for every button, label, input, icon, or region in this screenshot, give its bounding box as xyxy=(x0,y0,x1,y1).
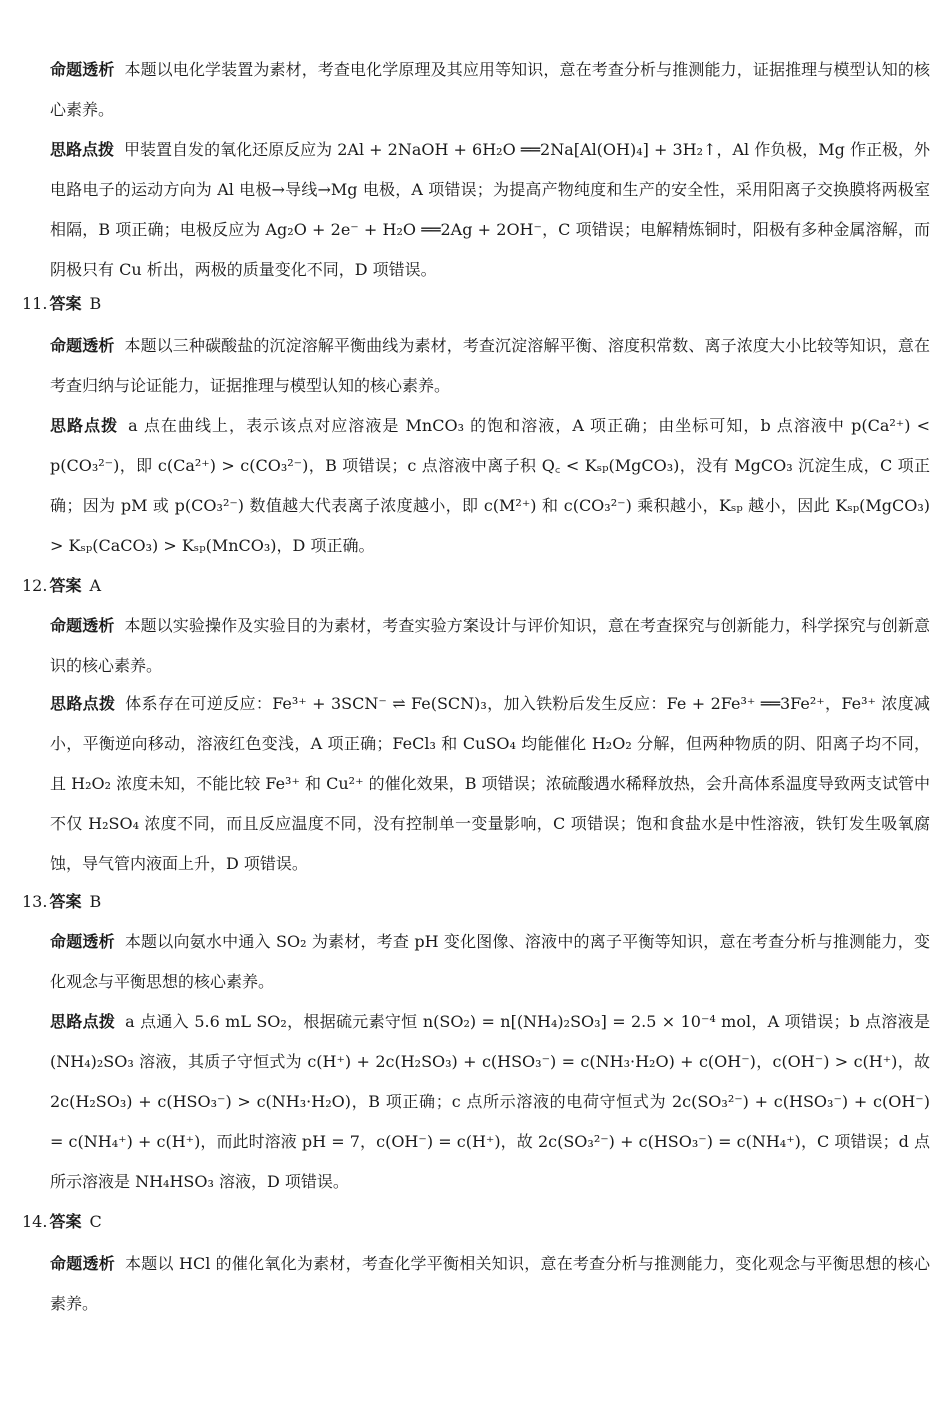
q10-hint-label: 思路点拨 xyxy=(50,140,115,159)
q14-analysis-label: 命题透析 xyxy=(50,1254,115,1273)
q13-analysis-label: 命题透析 xyxy=(50,932,115,951)
q12-answer: A xyxy=(89,576,102,595)
q11-analysis-label: 命题透析 xyxy=(50,336,115,355)
q11-hint-label: 思路点拨 xyxy=(50,416,119,435)
q14-number: 14. xyxy=(22,1212,48,1231)
q10-hint-text: 甲装置自发的氧化还原反应为 2Al + 2NaOH + 6H₂O ══2Na[Al(OH)₄] + 3H₂↑，Al 作负极，Mg 作正极，外电路电子的运动方向为 Al 电极→导线→Mg 电极，A 项错误；为提高产物纯度和生产的安全性，采用阳离子交换膜将两极室相隔，B 项正确；电极反应为 Ag₂O + 2e⁻ + H₂O ══2Ag + 2OH⁻，C 项错误；电解精炼铜时，阳极有多种金属溶解，而阴极只有 Cu 析出，两极的质量变化不同，D 项错误。 xyxy=(50,140,930,279)
q12-hint-label: 思路点拨 xyxy=(50,694,116,713)
q11-number: 11. xyxy=(22,294,48,313)
q12-answer-line xyxy=(22,566,101,606)
q13-answer-label: 答案 xyxy=(49,892,82,911)
q14-answer: C xyxy=(89,1212,102,1231)
q13-answer-line xyxy=(22,882,101,922)
q13-hint-label: 思路点拨 xyxy=(50,1012,116,1031)
q11-answer: B xyxy=(89,294,102,313)
q13-analysis-text: 本题以向氨水中通入 SO₂ 为素材，考查 pH 变化图像、溶液中的离子平衡等知识，意在考查分析与推测能力，变化观念与平衡思想的核心素养。 xyxy=(50,932,930,991)
q10-hint xyxy=(50,130,930,290)
q12-analysis-text: 本题以实验操作及实验目的为素材，考查实验方案设计与评价知识，意在考查探究与创新能力，科学探究与创新意识的核心素养。 xyxy=(50,616,930,675)
q11-analysis-text: 本题以三种碳酸盐的沉淀溶解平衡曲线为素材，考查沉淀溶解平衡、溶度积常数、离子浓度大小比较等知识，意在考查归纳与论证能力，证据推理与模型认知的核心素养。 xyxy=(50,336,930,395)
q13-answer: B xyxy=(89,892,102,911)
q14-answer-line xyxy=(22,1202,102,1242)
q13-hint-text: a 点通入 5.6 mL SO₂，根据硫元素守恒 n(SO₂) = n[(NH₄)₂SO₃] = 2.5 × 10⁻⁴ mol，A 项错误；b 点溶液是 (NH₄)₂SO₃ 溶液，其质子守恒式为 c(H⁺) + 2c(H₂SO₃) + c(HSO₃⁻) = c(NH₃·H₂O) + c(OH⁻)，c(OH⁻) > c(H⁺)，故 2c(H₂SO₃) + c(HSO₃⁻) > c(NH₃·H₂O)，B 项正确；c 点所示溶液的电荷守恒式为 2c(SO₃²⁻) + c(HSO₃⁻) + c(OH⁻) = c(NH₄⁺) + c(H⁺)，而此时溶液 pH = 7，c(OH⁻) = c(H⁺)，故 2c(SO₃²⁻) + c(HSO₃⁻) = c(NH₄⁺)，C 项错误；d 点所示溶液是 NH₄HSO₃ 溶液，D 项错误。 xyxy=(50,1012,930,1191)
q11-analysis xyxy=(50,326,930,406)
q10-analysis xyxy=(50,50,930,130)
q12-answer-label: 答案 xyxy=(49,576,82,595)
q13-analysis xyxy=(50,922,930,1002)
q12-hint xyxy=(50,684,930,884)
q11-hint-text: a 点在曲线上，表示该点对应溶液是 MnCO₃ 的饱和溶液，A 项正确；由坐标可知，b 点溶液中 p(Ca²⁺) < p(CO₃²⁻)，即 c(Ca²⁺) > c(CO₃²⁻)，B 项错误；c 点溶液中离子积 Q꜀ < Kₛₚ(MgCO₃)，没有 MgCO₃ 沉淀生成，C 项正确；因为 pM 或 p(CO₃²⁻) 数值越大代表离子浓度越小，即 c(M²⁺) 和 c(CO₃²⁻) 乘积越小，Kₛₚ 越小，因此 Kₛₚ(MgCO₃) > Kₛₚ(CaCO₃) > Kₛₚ(MnCO₃)，D 项正确。 xyxy=(50,416,930,555)
q14-answer-label: 答案 xyxy=(49,1212,82,1231)
q11-hint xyxy=(50,406,930,566)
q13-hint xyxy=(50,1002,930,1202)
q12-analysis xyxy=(50,606,930,686)
q11-answer-line xyxy=(22,284,101,324)
q10-analysis-text: 本题以电化学装置为素材，考查电化学原理及其应用等知识，意在考查分析与推测能力，证据推理与模型认知的核心素养。 xyxy=(50,60,930,119)
q14-analysis xyxy=(50,1244,930,1324)
q13-number: 13. xyxy=(22,892,48,911)
q14-analysis-text: 本题以 HCl 的催化氧化为素材，考查化学平衡相关知识，意在考查分析与推测能力，变化观念与平衡思想的核心素养。 xyxy=(50,1254,930,1313)
q12-number: 12. xyxy=(22,576,48,595)
q12-hint-text: 体系存在可逆反应：Fe³⁺ + 3SCN⁻ ⇌ Fe(SCN)₃，加入铁粉后发生反应：Fe + 2Fe³⁺ ══3Fe²⁺，Fe³⁺ 浓度减小，平衡逆向移动，溶液红色变浅，A 项正确；FeCl₃ 和 CuSO₄ 均能催化 H₂O₂ 分解，但两种物质的阴、阳离子均不同，且 H₂O₂ 浓度未知，不能比较 Fe³⁺ 和 Cu²⁺ 的催化效果，B 项错误；浓硫酸遇水稀释放热，会升高体系温度导致两支试管中不仅 H₂SO₄ 浓度不同，而且反应温度不同，没有控制单一变量影响，C 项错误；饱和食盐水是中性溶液，铁钉发生吸氧腐蚀，导气管内液面上升，D 项错误。 xyxy=(50,694,930,873)
q11-answer-label: 答案 xyxy=(49,294,82,313)
q12-analysis-label: 命题透析 xyxy=(50,616,115,635)
q10-analysis-label: 命题透析 xyxy=(50,60,115,79)
